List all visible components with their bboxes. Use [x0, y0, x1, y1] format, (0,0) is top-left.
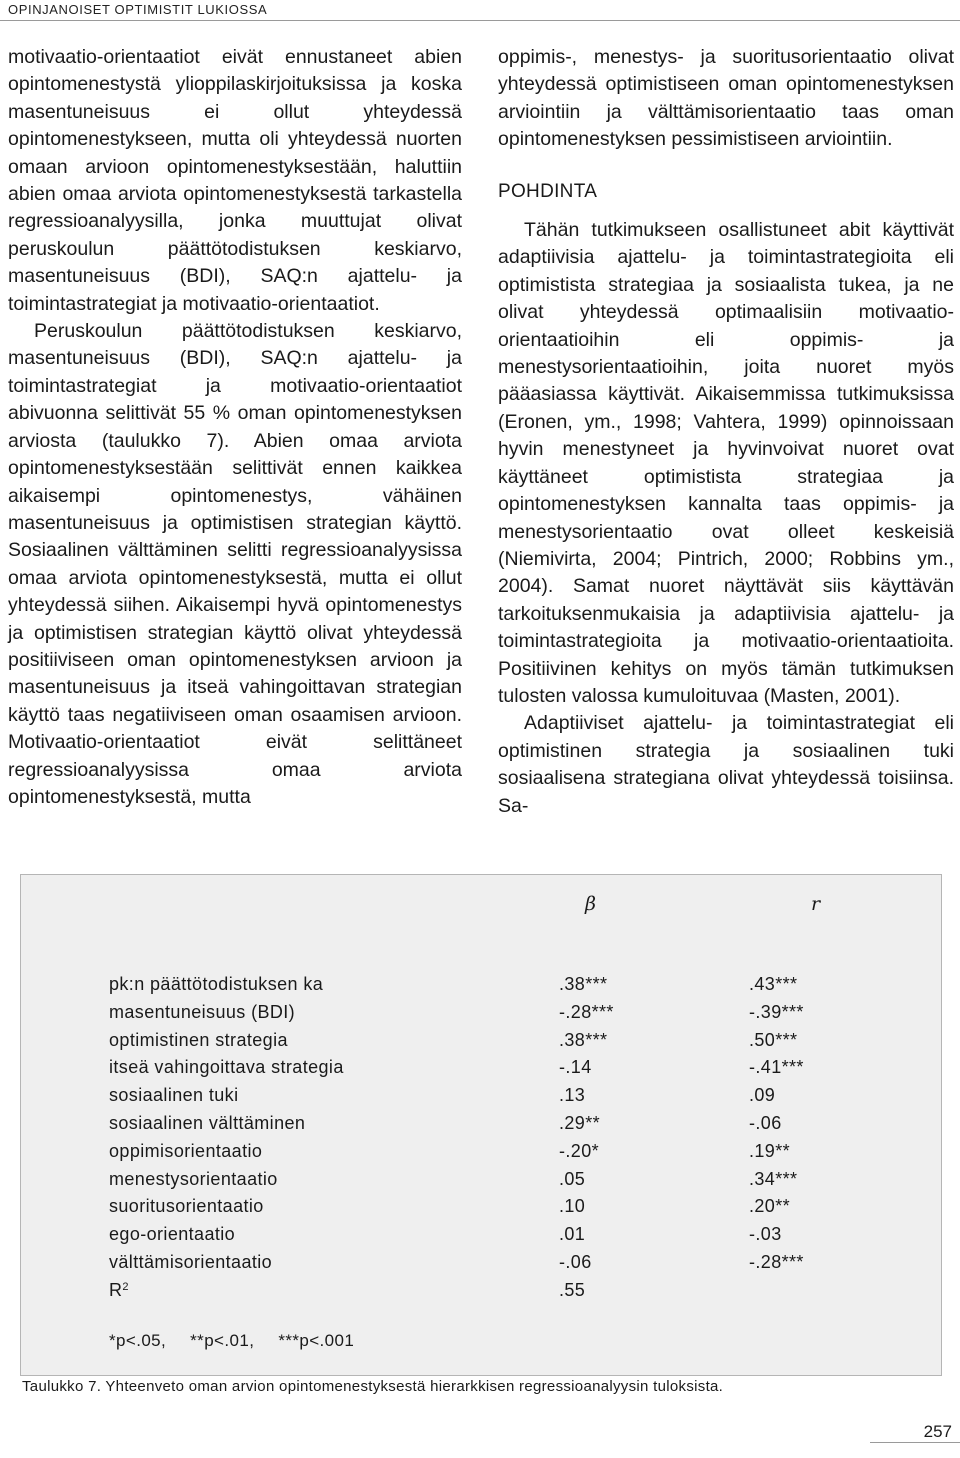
column-header-beta: β	[585, 893, 596, 915]
row-variable: itseä vahingoittava strategia	[109, 1057, 344, 1078]
row-variable: pk:n päättötodistuksen ka	[109, 974, 324, 994]
row-variable: sosiaalinen välttäminen	[109, 1112, 306, 1133]
r-squared-value: .55	[559, 1279, 586, 1300]
row-r: -.06	[749, 1112, 782, 1133]
right-paragraph-2: Tähän tutkimukseen osallistuneet abit käyttivät adaptiivisia ajattelu- ja toimintastrategioita eli optimistista strategiaa ja sosiaalista tukea, ja ne olivat yhteydessä optimaalisiin motivaatio-orientaatioihin eli oppimis- ja menestysorientaatioihin, joita nuoret myös pääasiassa käyttivät. Aikaisemmissa tutkimuksissa (Eronen, ym., 1998; Vahtera, 1999) opinnoissaan hyvin menestyneet ja hyvinvoivat nuoret ovat käyttäneet optimistista strategiaa ja opintomenestyksen kannalta taas oppimis- ja menestysorientaatio ovat olleet keskeisiä (Niemivirta, 2004; Pintrich, 2000; Robbins ym., 2004). Samat nuoret näyttävät siis käyttävän tarkoituksenmukaisia ja adaptiivisia ajattelu- ja toimintastrategioita ja motivaatio-orientaatioita. Positiivinen kehitys on myös tämän tutkimuksen tulosten valossa kumuloituvaa (Masten, 2001).	[498, 219, 954, 707]
row-beta: .01	[559, 1224, 586, 1245]
row-variable: menestysorientaatio	[109, 1168, 278, 1189]
row-beta: .38***	[559, 1029, 608, 1050]
row-r: .34***	[749, 1168, 798, 1189]
right-paragraph-1: oppimis-, menestys- ja suoritusorientaatio olivat yhteydessä optimistiseen oman opintomenestyksen arviointiin ja välttämisorientaatio taas oman opintomenestyksen pessimistiseen arviointiin.	[498, 46, 954, 151]
left-paragraph-2: Peruskoulun päättötodistuksen keskiarvo, masentuneisuus (BDI), SAQ:n ajattelu- ja toimintastrategiat ja motivaatio-orientaatiot abivuonna selittivät 55 % oman opintomenestyksen arviosta (taulukko 7). Abien omaa arviota opintomenestyksestään selittivät ennen kaikkea aikaisempi opintomenestys, vähäinen masentuneisuus ja optimistisen strategian käyttö. Sosiaalinen välttäminen selitti regressioanalyysissa omaa arviota opintomenestyksestä, mutta ei ollut yhteydessä siihen. Aikaisempi hyvä opintomenestys ja optimistisen strategian käyttö olivat yhteydessä positiiviseen oman opintomenestyksen arvioon ja masentuneisuus ja itseä vahingoittavan strategian käyttö taas negatiiviseen oman osaamisen arvioon. Motivaatio-orientaatiot eivät selittäneet regressioanalyysissa omaa arviota opintomenestyksestä, mutta	[8, 320, 462, 808]
table-caption: Taulukko 7. Yhteenveto oman arvion opintomenestyksestä hierarkkisen regressioanalyysin tuloksista.	[22, 1378, 724, 1395]
row-beta: .10	[559, 1196, 586, 1217]
page-number: 257	[923, 1422, 952, 1441]
right-paragraph-3: Adaptiiviset ajattelu- ja toimintastrategiat eli optimistinen strategia ja sosiaalinen tuki sosiaalisena strategiana olivat yhteydessä toisiinsa. Sa-	[498, 712, 954, 817]
left-column	[8, 44, 462, 811]
header-divider	[0, 20, 960, 21]
significance-note: *p<.05, **p<.01, ***p<.001	[109, 1331, 355, 1350]
running-header: OPINJANOISET OPTIMISTIT LUKIOSSA	[8, 2, 268, 17]
row-variable: masentuneisuus (BDI)	[109, 1001, 296, 1022]
row-variable: oppimisorientaatio	[109, 1140, 263, 1161]
row-r: .50***	[749, 1029, 798, 1050]
regression-table	[20, 874, 942, 1376]
row-r: .09	[749, 1085, 776, 1106]
row-beta: -.28***	[559, 1001, 614, 1022]
r-squared-label: $R^2$	[109, 1279, 129, 1300]
row-variable: sosiaalinen tuki	[109, 1085, 239, 1106]
row-beta: -.14	[559, 1057, 592, 1078]
row-variable: optimistinen strategia	[109, 1029, 288, 1050]
row-beta: .13	[559, 1085, 586, 1106]
column-header-r: r	[811, 893, 821, 915]
row-r: -.39***	[749, 1001, 804, 1022]
row-r: -.41***	[749, 1057, 804, 1078]
row-r: .20**	[749, 1196, 791, 1217]
left-paragraph-1: motivaatio-orientaatiot eivät ennustaneet abien opintomenestystä ylioppilaskirjoituksissa ja koska masentuneisuus ei ollut yhteydessä opintomenestykseen, mutta oli yhteydessä nuorten omaan arvioon opintomenestyksestään, haluttiin abien omaa arviota opintomenestyksestä tarkastella regressioanalyysilla, jonka muuttujat olivat peruskoulun päättötodistuksen keskiarvo, masentuneisuus (BDI), SAQ:n ajattelu- ja toimintastrategiat ja motivaatio-orientaatiot.	[8, 46, 462, 315]
row-beta: -.06	[559, 1251, 592, 1272]
row-beta: .38***	[559, 974, 608, 994]
row-variable: suoritusorientaatio	[109, 1196, 264, 1217]
row-r: .19**	[749, 1140, 791, 1161]
right-column	[498, 44, 954, 820]
row-r: -.03	[749, 1224, 782, 1245]
row-beta: .05	[559, 1168, 586, 1189]
section-heading: POHDINTA	[498, 180, 598, 202]
row-variable: ego-orientaatio	[109, 1224, 236, 1245]
row-beta: .29**	[559, 1112, 601, 1133]
row-beta: -.20*	[559, 1140, 600, 1161]
row-r: .43***	[749, 974, 798, 994]
row-variable: välttämisorientaatio	[109, 1251, 273, 1272]
footer-divider	[870, 1442, 960, 1443]
row-r: -.28***	[749, 1251, 804, 1272]
